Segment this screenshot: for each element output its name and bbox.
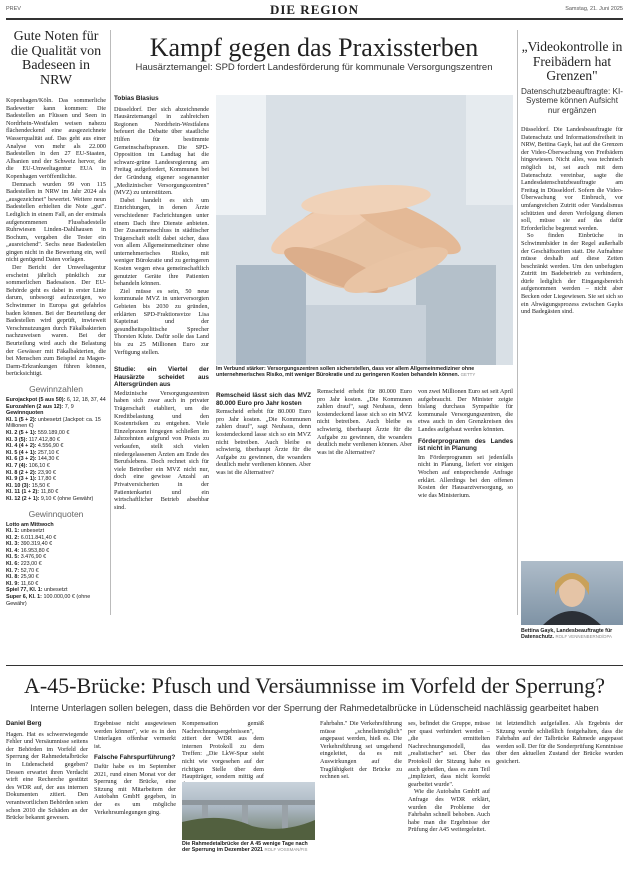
stats-label: Kl. 2: <box>6 534 21 541</box>
stats-label: Eurojackpot (5 aus 50): <box>6 397 67 403</box>
stats-value: 100.000,00 € (ohne Gewähr) <box>6 594 91 607</box>
stats-label: Spiel 77, Kl. 1: <box>6 587 45 594</box>
bottom-col-1 <box>6 720 88 872</box>
stats-row <box>6 581 106 588</box>
stats-value: 15,50 € <box>31 482 50 489</box>
column-divider <box>517 30 518 615</box>
bottom-paragraph: Hagen. Hat es schwerwiegende Fehler und Versäumnisse seitens der Behörden im Vorfeld der Sperrung der Rahmedetalbrücke in Lüdenscheid gegeben? Dessen erwartet ihren Verdacht wirft eine Recherche gestützt des WDR auf, der aus internen Dokumenten zitiert. Den verantwortlichen Behörden seien schon 2010 die Schäden an der Brücke bekannt gewesen. <box>6 730 88 822</box>
lottery-results-2 <box>6 522 106 608</box>
stats-value: unbesetzt <box>20 528 45 535</box>
stats-row <box>6 443 106 450</box>
bottom-col-6 <box>408 720 490 872</box>
left-paragraph: Demnach wurden 99 von 115 Badestellen in NRW im Jahr 2024 als „ausgezeichnet" bewertet. Weitere neun Badestellen erhielten die Note „gut". Lediglich in einem Fall, an der erstmals aufgenommenen Flussbadestelle Ruhrwiesen Linden-Dahlhausen in Bochum, vergaben die Tester ein „ausreichend". Sechs neue Badestellen gingen nicht in die Bewertung ein, weil nicht genügend Daten vorlagen. <box>6 180 106 264</box>
main-photo-caption <box>216 366 513 382</box>
main-paragraph: Düsseldorf. Der sich abzeichnende Hausärztemangel in zahlreichen Regionen Nordrhein-Westfalens befeuert die Debatte über staatliche Hilfen für bestimmte Gemeinschaftspraxen. Die SPD-Opposition im Landtag hat die schwarz-grüne Landesregierung am Freitag aufgefordert, Kommunen bei der Gründung eigener sogenannter „Medizinischer Versorgungszentren" (MVZ) zu unterstützen. <box>114 105 209 197</box>
main-paragraph: Ziel müsse es sein, 50 neue kommunale MVZ in unterversorgten Gebieten bis 2030 zu gründen, erklärten SPD-Fraktionsvize Lisa Kapteinat und der gesundheitspolitische Sprecher Thorsten Klute. Dafür solle das Land bis zu 25 Millionen Euro zur Verfügung stellen. <box>114 287 209 356</box>
stats-value: 9,10 € (ohne Gewähr) <box>40 495 94 502</box>
bottom-paragraph: Dafür habe es im September 2021, rund einen Monat vor der Sperrung der Brücke, eine Sitzung mit Mitarbeitern der Autobahn GmbH gegeben, in der es um mögliche Verkehrsumlegungen ging. <box>94 762 176 816</box>
bottom-paragraph: ses, befindet die Gruppe, müsse per quasi verhindert werden – „die ermittelten Nachrechnungsmodell, das „realistischer" sei. Über das Protokoll der Sitzung habe es auch geheißen, dass es zum Teil „impliziert, dass nicht korrekt gearbeitet wurde". <box>408 720 490 788</box>
main-paragraph: Remscheid erhebt für 80.000 Euro pro Jahr kosten. „Die Kommunen zahlen drauf", sagt Neuhaus, denn kostendeckend lasse sich so ein MVZ nicht betreiben. Auch bleibe es schwierig, überhaupt Ärzte für die Aufgabe zu gewinnen, die woanders deutlich mehr verdienen können. Aber was ist die Alternative? <box>317 388 413 456</box>
right-paragraph: So finden Einbrüche in Schwimmbäder in der Regel außerhalb der Geschäftszeiten statt. Die Aufnahme müsse deshalb auf diese Zeiten beschränkt werden. Um den unbefugten Zutritt im Badebetrieb zu verhindern, dürfe lediglich der Eingangsbereich aufgenommen werden – nicht aber Becken oder Liegewiesen. Sie sei sich so ein Abwägungsprozess zwischen Gayks und Badegästen sind. <box>521 232 623 316</box>
stats-label: Kl. 7: <box>6 567 21 574</box>
portrait-caption-text: Bettina Gayk, Landesbeauftragte für Datenschutz. <box>521 628 613 641</box>
lottery-box <box>6 378 106 618</box>
bottom-col-3 <box>182 720 264 780</box>
stats-label: Kl. 5 (4 + 1): <box>6 449 38 456</box>
stats-value: unbesetzt <box>44 587 68 594</box>
main-author: Tobias Blasius <box>114 95 159 102</box>
bottom-col-2 <box>94 720 176 872</box>
main-subheadline: Hausärztemangel: SPD fordert Landesförderung für kommunale Versorgungszentren <box>135 62 493 73</box>
stats-value: 7, 9 <box>64 403 74 410</box>
stats-label: Kl. 4 (4 + 2): <box>6 443 38 450</box>
stats-value: 11,80 € <box>40 489 59 496</box>
left-paragraph: Der Bericht der Umweltagentur erscheint jährlich pünktlich zur sommerlichen Badesaison. Der EU-Behörde geht es dabei in erster Linie darum, unbesorgt aufzuzeigen, wo Schwimmer in Europa gut gefahrlos baden können. Bei der Beurteilung der Badestellen wird geprüft, inwieweit Verschmutzungen durch Fäkalbakterien nachzuweisen waren. Bei der Beurteilung wird auch die Belastung der Gewässer mit Fäkalbakterien, die bei Menschen zum Beispiel zu Magen-Darm-Erkrankungen führen können, berücksichtigt. <box>6 264 106 378</box>
stats-label: Gewinnquoten <box>6 410 44 417</box>
bottom-col-5 <box>320 720 402 872</box>
main-col-3 <box>216 388 311 616</box>
bridge-credit: ROLF VOSSMAN/FIS <box>264 847 308 853</box>
hands-together-illustration <box>216 95 513 365</box>
main-header <box>114 34 514 74</box>
stats-value: 23,90 € <box>37 469 56 476</box>
right-headline: „Videokontrolle in Freibädern hat Grenzen" <box>521 39 623 83</box>
stats-row <box>6 410 106 417</box>
stats-label: Super 6, Kl. 1: <box>6 594 44 601</box>
stats-value: 25,90 € <box>20 574 39 581</box>
stats-label: Kl. 8: <box>6 574 21 581</box>
column-divider <box>110 30 111 615</box>
stats-row <box>6 397 106 404</box>
stats-row <box>6 496 106 503</box>
stats-label: Kl. 11 (1 + 2): <box>6 489 41 496</box>
stats-value: 117.412,80 € <box>28 436 60 443</box>
stats-label: Kl. 6: <box>6 561 21 568</box>
bridge-caption <box>182 841 315 863</box>
stats-label: Kl. 1 (5 + 2): <box>6 416 38 423</box>
stats-row <box>6 456 106 463</box>
bottom-paragraph: Ergebnisse nicht ausgewiesen werden können", wie es in den Unterlagen offenbar vermerkt ist. <box>94 720 176 750</box>
stats-row <box>6 574 106 581</box>
stats-row <box>6 417 106 430</box>
issue-date: Samstag, 21. Juni 2025 <box>565 6 623 12</box>
stats-label: Kl. 9: <box>6 580 21 587</box>
stats-label: Kl. 5: <box>6 554 21 561</box>
stats-label: Eurozahlen (2 aus 12): <box>6 403 65 410</box>
portrait-caption <box>521 628 623 648</box>
stats-row <box>6 594 106 607</box>
main-paragraph: Medizinische Versorgungszentren haben sich zwar auch in privater Trägerschaft etabliert, um die Kreditbelastung und den Kostenrisiken zu entgehen. Viele Einzelpraxen hingegen schließen im Jahrzehnten aufgrund von Praxis zu verkaufen, stellt sich vielen niedergelassenen Ärzten am Ende des Berufslebens. Doch rechnet sich für viele Betreiber ein MVZ nicht nur, doch eine gewisse Anzahl an Privatversicherten in der Patientenkartei und ein wirtschaftlicher Betrieb absehbar sind. <box>114 389 209 511</box>
stats-row <box>6 568 106 575</box>
stats-row <box>6 528 106 535</box>
main-paragraph: Remscheid erhebt für 80.000 Euro pro Jahr kosten. „Die Kommunen zahlen drauf", sagt Neuhaus, denn kostendeckend lasse sich so ein MVZ nicht betreiben. Auch bleibe es schwierig, überhaupt Ärzte für die Aufgabe zu gewinnen, die woanders deutlich mehr verdienen können. Aber was ist die Alternative? <box>216 408 312 476</box>
stats-row <box>6 554 106 561</box>
top-bar <box>6 2 623 16</box>
header-rule <box>6 18 623 20</box>
bottom-paragraph: ist letztendlich aufgefallen. Als Ergebnis der Sitzung wurde schließlich festgehalten, dass die Fahrbahn auf der Talbrücke Rahmede angepasst werden soll. Der für die Sonderprüfung Kenntnisse über den aktuellen Zustand der Brücke wurden gesichert. <box>496 720 623 765</box>
stats-row <box>6 404 106 411</box>
main-col-4 <box>317 388 412 616</box>
stats-row <box>6 470 106 477</box>
stats-value: 11,60 € <box>20 580 39 587</box>
quotas-heading: Gewinnquoten <box>28 508 84 519</box>
stats-row <box>6 450 106 457</box>
stats-value: 52,70 € <box>20 567 39 574</box>
main-subheading: Förderprogramm des Landes ist nicht in Planung <box>418 437 513 453</box>
stats-value: 559.189,00 € <box>37 429 70 436</box>
main-paragraph: Dabei handelt es sich um Einrichtungen, in denen Ärzte verschiedener Fachrichtungen unter einem Dach ihre Dienste anbieten. Der Zusammenschluss in städtischer Trägerschaft stellt dabei sicher, dass von allem Allgemeinmediziner ohne unternehmerisches Risiko, mit weniger Bürokratie und zu geringeren Kosten wegen etwa gemeinschaftlich genutzter Geräte ihre Patienten behandeln können. <box>114 196 209 288</box>
bottom-col-7 <box>496 720 623 872</box>
main-col-2 <box>114 362 209 617</box>
stats-label: Lotto am Mittwoch <box>6 521 54 528</box>
stats-value: 106,10 € <box>28 462 50 469</box>
stats-label: Kl. 1: <box>6 528 21 535</box>
main-headline: Kampf gegen das Praxissterben <box>149 33 479 62</box>
stats-row <box>6 561 106 568</box>
stats-value: 257,10 € <box>37 449 59 456</box>
bottom-paragraph: Wie die Autobahn GmbH auf Anfrage des WDR erklärt, wurden die Probleme der Fahrbahn schnell behoben. Auch habe man die Ergebnisse der Prüfung der A45 weitergeleitet. <box>408 788 490 834</box>
portrait-illustration <box>521 561 623 625</box>
stats-value: 4.556,90 € <box>37 443 64 450</box>
main-subheading: Remscheid lässt sich das MVZ 80.000 Euro pro Jahr kosten <box>216 392 311 407</box>
main-col-1 <box>114 95 209 357</box>
main-subheading: Studie: ein Viertel der Hausärzte scheidet aus Altersgründen aus <box>114 366 209 389</box>
section-rule <box>6 665 623 666</box>
stats-row <box>6 430 106 437</box>
stats-row <box>6 437 106 444</box>
right-paragraph: Düsseldorf. Die Landesbeauftragte für Datenschutz und Informationsfreiheit in NRW, Bettina Gayk, hat auf die Grenzen der Video-Überwachung von Freibädern hingewiesen. Nicht alles, was technisch möglich ist, sei auch mit dem Datenschutz vereinbar, sagte die Landesdatenschutzbeauftragte am Freitag in Düsseldorf. Sofern die Video-Überwachung vor Einbruch, vor umfangreichen Zutritt oder Vandalismus schützten und deren Verfolgung dienen soll, müsse sie auf das dafür Erforderliche begrenzt werden. <box>521 126 623 232</box>
portrait-credit: ROLF VENNENBERND/DPA <box>555 634 612 640</box>
stats-label: Kl. 7 (4): <box>6 462 29 469</box>
stats-label: Kl. 8 (2 + 2): <box>6 469 38 476</box>
main-col-5 <box>418 388 513 616</box>
right-article-body <box>521 126 623 556</box>
bridge-photo <box>182 782 315 840</box>
stats-row <box>6 535 106 542</box>
bottom-author: Daniel Berg <box>6 720 42 727</box>
left-article-body <box>6 97 106 378</box>
stats-value: 223,00 € <box>20 561 42 568</box>
stats-value: 6, 12, 18, 37, 44 <box>66 397 106 403</box>
stats-label: Kl. 3 (5): <box>6 436 29 443</box>
stats-value: 6.011.841,40 € <box>20 534 57 541</box>
stats-row <box>6 483 106 490</box>
bottom-headline: A-45-Brücke: Pfusch und Versäumnisse im Vorfeld der Sperrung? <box>23 673 606 698</box>
stats-label: Kl. 10 (3): <box>6 482 32 489</box>
stats-value: 17,80 € <box>37 476 56 483</box>
bridge-illustration <box>182 782 315 840</box>
stats-row <box>6 476 106 483</box>
left-paragraph: Kopenhagen/Köln. Das sommerliche Badewetter kann kommen: Die Badestellen an Flüssen und Seen in Nordrhein-Westfalen weisen nahezu flächendeckend eine ausgezeichnete Wasserqualität auf. Das geht aus einer Analyse von mehr als 22.000 Badestellen in den 27 EU-Staaten, Albanien und der Schweiz hervor, die die EU-Umweltagentur EUA in Kopenhagen veröffentlichte. <box>6 97 106 180</box>
stats-label: Kl. 6 (3 + 2): <box>6 456 38 463</box>
lottery-results-1 <box>6 397 106 503</box>
bottom-paragraph: Fahrbahn." Die Verkehrsführung müsse „schnellstmöglich" angepasst werden, hieß es. Die Verkehrsführung sei umgehend eingeleitet, da es mit Auswirkungen auf die Tragfähigkeit der Brücke zu rechnen sei. <box>320 720 402 781</box>
photo-credit: GETTY <box>460 372 476 378</box>
stats-row <box>6 548 106 555</box>
edition-label: PREV <box>6 6 21 12</box>
main-paragraph: Im Förderprogramm sei jedenfalls nicht in Planung, liefert vor einigen Wochen auf entsprechende Anfrage erklärt. Allerdings bei den offenen Kosten der Hausarztversorgung, so wie das Ministerium. <box>418 453 513 499</box>
stats-label: Kl. 9 (3 + 1): <box>6 476 38 483</box>
stats-label: Kl. 3: <box>6 541 21 548</box>
stats-label: Kl. 4: <box>6 547 21 554</box>
stats-label: Kl. 12 (2 + 1): <box>6 495 41 502</box>
bottom-paragraph: Kompensation gemäß Nachrechnungsergebnissen", zitiert der WDR aus dem internen Protokoll zu dem Treffen: „Die LkW-Spur steht nicht wie vorgesehen auf der richtigen Stelle über dem Hauptträger, sondern mittig auf <box>182 720 264 781</box>
stats-value: unbesetzt (Jackpot: ca. 15 Millionen €) <box>6 416 101 430</box>
stats-value: 3.476,90 € <box>20 554 47 561</box>
section-title: DIE REGION <box>269 2 360 17</box>
stats-row <box>6 541 106 548</box>
stats-row <box>6 587 106 594</box>
stats-label: Kl. 2 (5 + 1): <box>6 429 38 436</box>
right-subheadline: Datenschutzbeauftragte: KI-Systeme können Aufsicht nur ergänzen <box>521 86 623 115</box>
stats-value: 144,30 € <box>37 456 59 463</box>
main-paragraph: von zwei Millionen Euro sei seit April aufgebraucht. Der Minister zeigte bislang durchaus Sympathie für kommunale Versorgungszentren, die etwa auch in den Grenzkreisen des Landes aufgebaut werden könnten. <box>418 388 513 433</box>
main-photo <box>216 95 513 365</box>
stats-row <box>6 489 106 496</box>
left-headline: Gute Noten für die Qualität von Badeseen in NRW <box>10 29 102 88</box>
photo-caption-text: Im Verbund stärker: Versorgungszentren sollen sicherstellen, dass vor allem Allgemeinmediziner ohne unternehmerisches Risiko, mit weniger Bürokratie und zu geringeren Kosten behandeln können. <box>216 366 475 379</box>
stats-row <box>6 463 106 470</box>
lottery-heading: Gewinnzahlen <box>29 384 83 394</box>
stats-row <box>6 522 106 529</box>
bridge-caption-text: Die Rahmedetalbrücke der A 45 wenige Tage nach der Sperrung im Dezember 2021 <box>182 841 308 854</box>
stats-value: 390.319,40 € <box>20 541 53 548</box>
bottom-subheadline: Interne Unterlagen sollen belegen, dass die Behörden vor der Sperrung der Rahmedetalbrücke in Lüdenscheid nachlässig gearbeitet haben <box>30 703 599 713</box>
portrait-photo <box>521 561 623 625</box>
bottom-subheading: Falsche Fahrspurführung? <box>94 754 176 762</box>
stats-value: 16.953,80 € <box>20 547 50 554</box>
